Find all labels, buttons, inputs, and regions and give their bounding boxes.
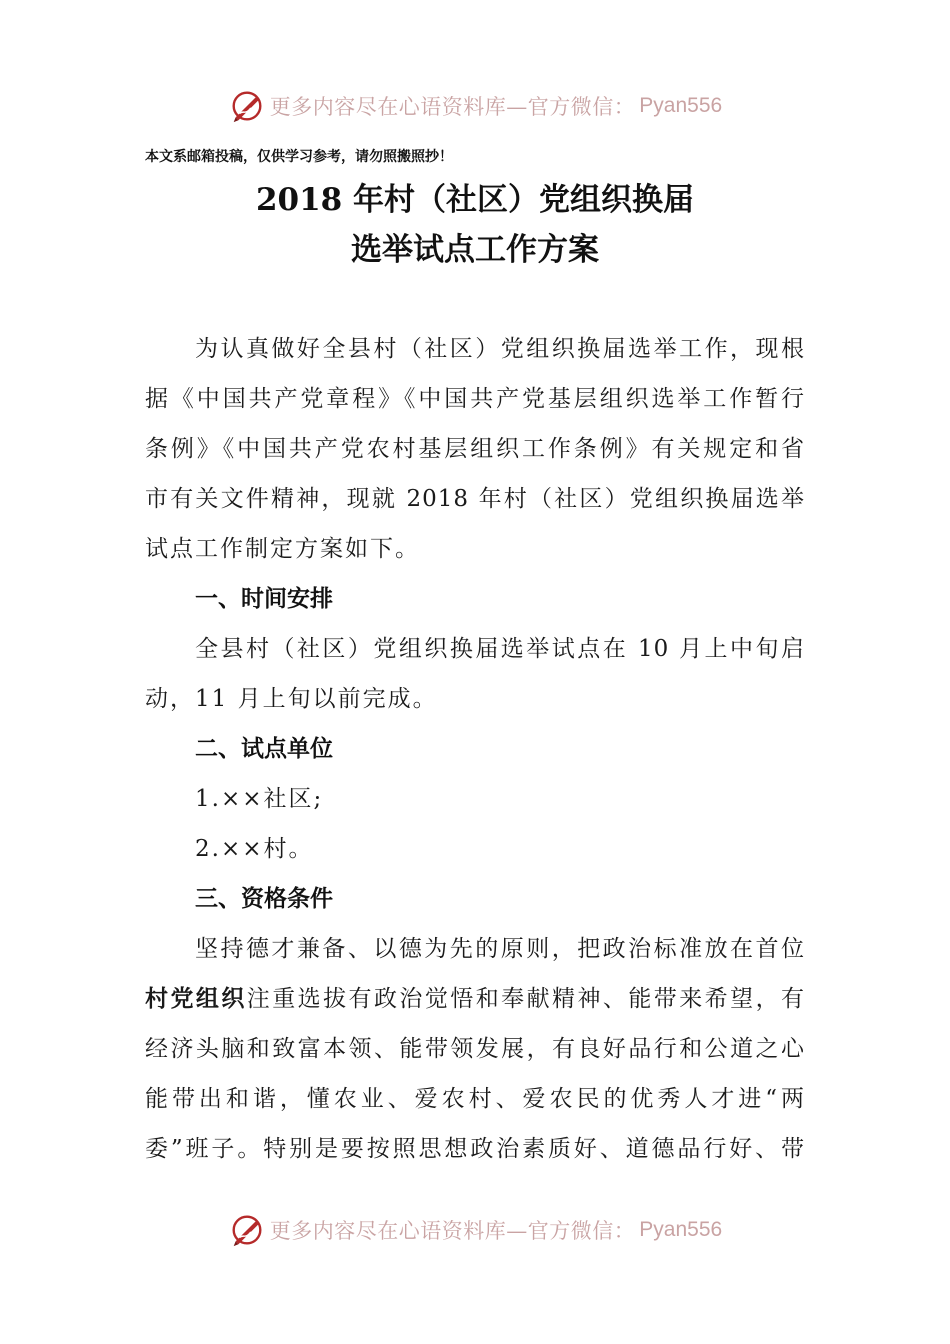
qualifications-line-2 [145,980,805,1013]
document-title-line-2: 选举试点工作方案 [351,232,599,268]
intro-line-4: 市有关文件精神，现就 2018 年村（社区）党组织换届选举 [145,486,805,512]
section-heading-schedule: 一、时间安排 [195,586,333,612]
watermark-text: 更多内容尽在心语资料库—官方微信： [269,1219,636,1243]
watermark-footer [0,1210,950,1250]
watermark-header [0,86,950,126]
watermark-wechat-id: Pyan556 [639,1218,723,1241]
schedule-line-1: 全县村（社区）党组织换届选举试点在 10 月上中旬启 [195,636,805,662]
pilot-unit-item-1: 1.××社区; [195,786,324,812]
qualifications-line-3: 经济头脑和致富本领、能带领发展，有良好品行和公道之心 [145,1036,805,1062]
watermark-text: 更多内容尽在心语资料库—官方微信： [269,95,636,119]
qualifications-line-5: 委”班子。特别是要按照思想政治素质好、道德品行好、带 [145,1136,805,1162]
section-heading-qualifications: 三、资格条件 [195,886,333,912]
section-heading-pilot-units: 二、试点单位 [195,736,333,762]
intro-line-2: 据《中国共产党章程》《中国共产党基层组织选举工作暂行 [145,386,805,412]
pen-logo-icon [228,1211,266,1249]
qualifications-line-4: 能带出和谐，懂农业、爱农村、爱农民的优秀人才进“两 [145,1086,805,1112]
submission-notice: 本文系邮箱投稿，仅供学习参考，请勿照搬照抄！ [145,149,453,165]
watermark-wechat-id: Pyan556 [639,94,723,117]
pen-logo-icon [228,87,266,125]
intro-line-1: 为认真做好全县村（社区）党组织换届选举工作，现根 [195,336,805,362]
intro-line-5: 试点工作制定方案如下。 [145,536,420,562]
schedule-line-2: 动，11 月上旬以前完成。 [145,686,438,712]
bold-term: 村党组织 [145,986,247,1012]
document-title-line-1: 2018 年村（社区）党组织换届 [255,182,695,218]
qualifications-line-2-rest: 注重选拔有政治觉悟和奉献精神、能带来希望，有 [246,986,806,1012]
qualifications-line-1: 坚持德才兼备、以德为先的原则，把政治标准放在首位 [195,936,805,962]
pilot-unit-item-2: 2.××村。 [195,836,314,862]
intro-line-3: 条例》《中国共产党农村基层组织工作条例》有关规定和省 [145,436,805,462]
